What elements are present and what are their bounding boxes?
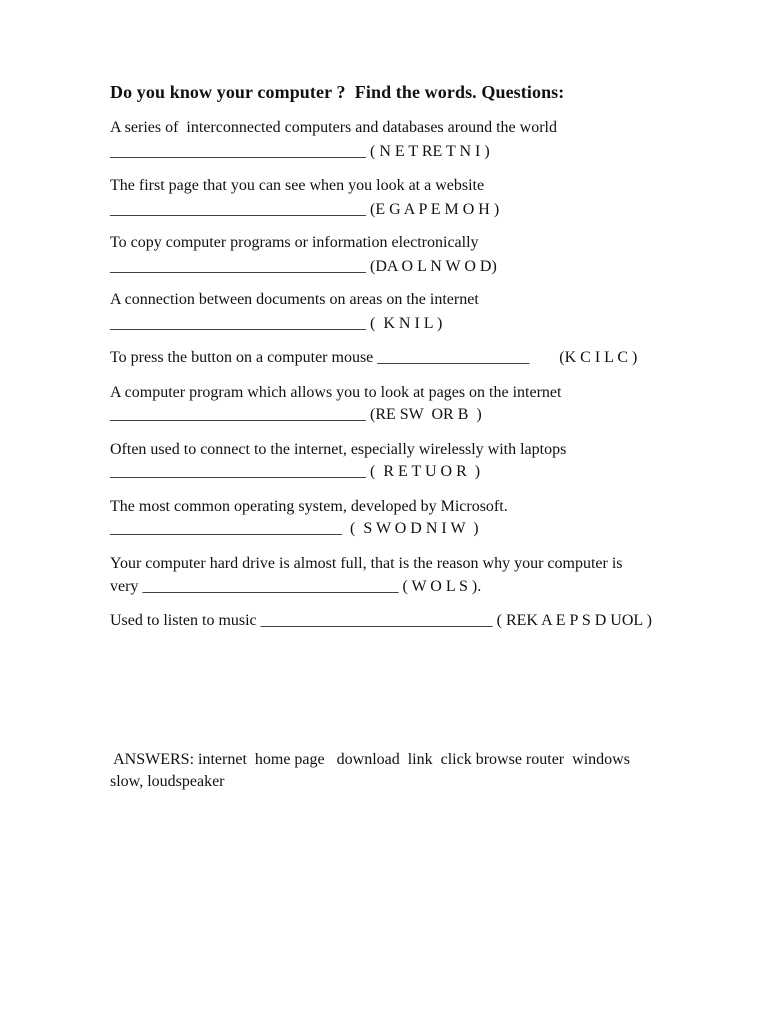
question-9-clue: Your computer hard drive is almost full, that is the reason why your computer is [110, 555, 623, 572]
scrambled-word: (K C I L C ) [559, 349, 638, 366]
question-8-clue: The most common operating system, developed by Microsoft. [110, 498, 508, 515]
answer-blank: _____________________________ [260, 612, 493, 629]
worksheet-title: Do you know your computer ? Find the words. Questions: [110, 82, 565, 102]
question-3-answer-line [110, 257, 497, 277]
question-4-answer-line [110, 314, 442, 334]
question-9-prefix: very [110, 578, 143, 595]
question-1-answer-line [110, 142, 490, 162]
answer-blank: _____________________________ [110, 520, 342, 537]
scrambled-word: (RE SW OR B ) [366, 406, 482, 423]
scrambled-word: ( REK A E P S D UOL ) [492, 612, 652, 629]
answers-line-2: slow, loudspeaker [110, 773, 225, 790]
scrambled-word: ( S W O D N I W ) [342, 520, 479, 537]
question-8-answer-line [110, 519, 479, 539]
scrambled-word: ( R E T U O R ) [366, 463, 481, 480]
answers-line-1: ANSWERS: internet home page download link click browse router windows [110, 751, 630, 768]
answer-blank: ________________________________ [142, 578, 399, 595]
question-1-clue: A series of interconnected computers and databases around the world [110, 119, 557, 136]
answer-blank: ________________________________ [110, 315, 366, 332]
question-6-answer-line [110, 405, 482, 425]
answer-blank: ________________________________ [110, 143, 366, 160]
question-2-clue: The first page that you can see when you look at a website [110, 177, 485, 194]
question-9-answer-line [110, 577, 481, 597]
answer-blank: ________________________________ [110, 406, 366, 423]
question-2-answer-line [110, 200, 499, 220]
scrambled-word: (E G A P E M O H ) [366, 201, 500, 218]
answer-blank: ________________________________ [110, 463, 366, 480]
question-5-line [110, 348, 637, 368]
question-10-clue: Used to listen to music [110, 612, 261, 629]
answer-blank: ________________________________ [110, 258, 366, 275]
scrambled-word: (DA O L N W O D) [366, 258, 497, 275]
scrambled-word: ( K N I L ) [366, 315, 443, 332]
answer-blank: ________________________________ [110, 201, 366, 218]
question-5-clue: To press the button on a computer mouse [110, 349, 378, 366]
question-10-line [110, 611, 652, 631]
scrambled-word: ( N E T RE T N I ) [366, 143, 490, 160]
question-7-answer-line [110, 462, 480, 482]
scrambled-word: ( W O L S ). [398, 578, 482, 595]
question-4-clue: A connection between documents on areas on the internet [110, 291, 479, 308]
question-3-clue: To copy computer programs or information electronically [110, 234, 479, 251]
question-7-clue: Often used to connect to the internet, especially wirelessly with laptops [110, 441, 567, 458]
answer-blank: ___________________ [377, 349, 530, 366]
question-6-clue: A computer program which allows you to look at pages on the internet [110, 384, 562, 401]
